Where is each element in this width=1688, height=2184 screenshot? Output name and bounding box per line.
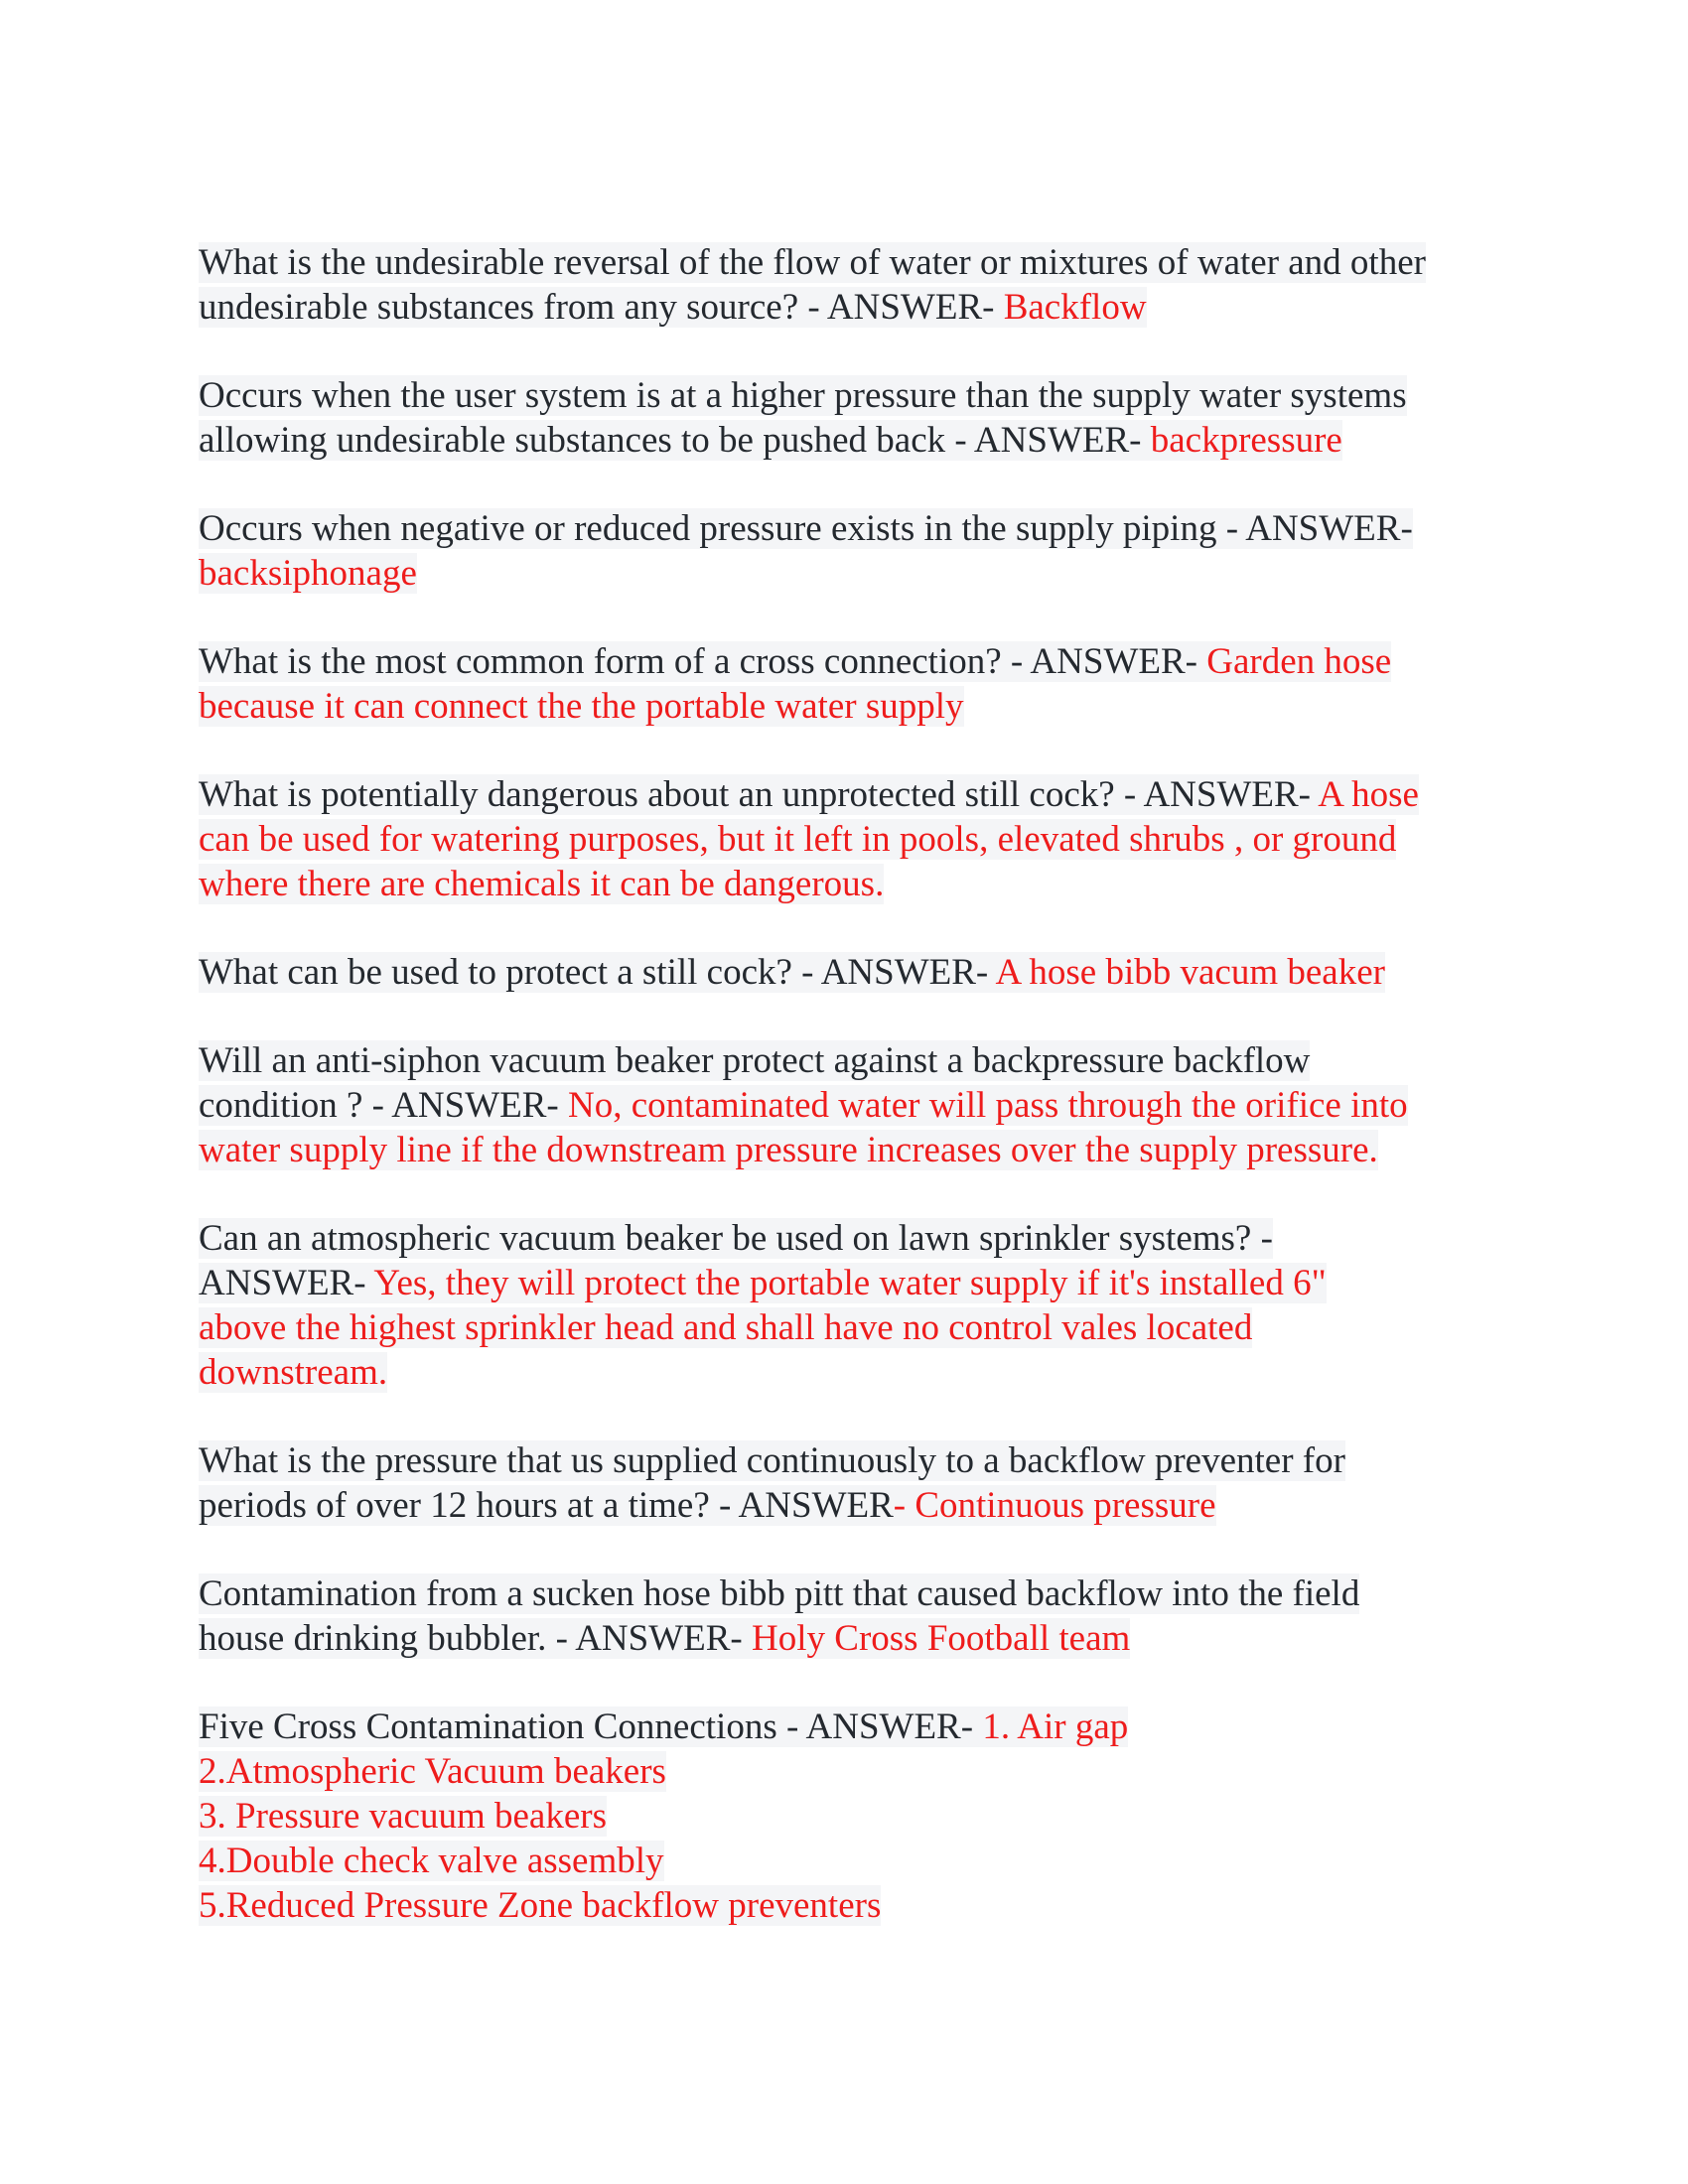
answer-text: water supply line if the downstream pressure increases over the supply pressure. (199, 1130, 1378, 1170)
question-text: allowing undesirable substances to be pushed back - ANSWER- (199, 420, 1151, 461)
line-highlight (199, 553, 417, 594)
qa-item (199, 1438, 1489, 1528)
qa-item (199, 506, 1489, 596)
question-text: Occurs when the user system is at a higher pressure than the supply water systems (199, 375, 1407, 416)
answer-text: A hose (1318, 774, 1419, 815)
answer-text: 1. Air gap (982, 1706, 1129, 1747)
answer-text: 5.Reduced Pressure Zone backflow preventers (199, 1885, 882, 1926)
text-line (199, 1128, 1489, 1172)
line-highlight (199, 1885, 881, 1926)
question-text: What is the most common form of a cross connection? - ANSWER- (199, 641, 1207, 682)
text-line (199, 1839, 1489, 1883)
qa-item (199, 1571, 1489, 1661)
text-line (199, 506, 1489, 551)
line-highlight (199, 508, 1413, 549)
answer-text: can be used for watering purposes, but it left in pools, elevated shrubs , or ground (199, 819, 1397, 860)
line-highlight (199, 1751, 666, 1792)
answer-text: downstream. (199, 1352, 388, 1393)
qa-item (199, 950, 1489, 995)
text-line (199, 1794, 1489, 1839)
line-highlight (199, 952, 1385, 993)
question-text: house drinking bubbler. - ANSWER- (199, 1618, 753, 1659)
text-line (199, 551, 1489, 596)
qa-item (199, 373, 1489, 463)
text-line (199, 1438, 1489, 1483)
answer-text: Holy Cross Football team (752, 1618, 1131, 1659)
answer-text: because it can connect the the portable water supply (199, 686, 964, 727)
line-highlight (199, 819, 1396, 860)
question-text: Will an anti-siphon vacuum beaker protect against a backpressure backflow (199, 1040, 1311, 1081)
text-line (199, 1038, 1489, 1083)
line-highlight (199, 774, 1419, 815)
line-highlight (199, 1706, 1128, 1747)
answer-text: where there are chemicals it can be dangerous. (199, 864, 885, 904)
qa-item (199, 772, 1489, 906)
line-highlight (199, 1263, 1327, 1303)
text-line (199, 285, 1489, 330)
answer-text: No, contaminated water will pass through the orifice into (568, 1085, 1408, 1126)
answer-text: Yes, they will protect the portable water supply if it's installed 6" (373, 1263, 1327, 1303)
question-text: What can be used to protect a still cock? - ANSWER- (199, 952, 996, 993)
question-text: Five Cross Contamination Connections - ANSWER- (199, 1706, 983, 1747)
question-text: What is potentially dangerous about an unprotected still cock? - ANSWER- (199, 774, 1319, 815)
line-highlight (199, 1130, 1378, 1170)
line-highlight (199, 864, 884, 904)
line-highlight (199, 1040, 1310, 1081)
text-line (199, 1705, 1489, 1749)
text-line (199, 1261, 1489, 1305)
answer-text: Backflow (1003, 287, 1147, 328)
text-line (199, 1883, 1489, 1928)
line-highlight (199, 1618, 1130, 1659)
answer-text: A hose bibb vacum beaker (995, 952, 1385, 993)
line-highlight (199, 1085, 1408, 1126)
question-text: What is the undesirable reversal of the flow of water or mixtures of water and other (199, 242, 1426, 283)
line-highlight (199, 1218, 1273, 1259)
text-line (199, 1216, 1489, 1261)
question-text: Contamination from a sucken hose bibb pitt that caused backflow into the field (199, 1573, 1360, 1614)
answer-text: 4.Double check valve assembly (199, 1841, 664, 1881)
qa-item (199, 1038, 1489, 1172)
text-line (199, 1305, 1489, 1350)
text-line (199, 1483, 1489, 1528)
line-highlight (199, 1440, 1345, 1481)
question-text: condition ? - ANSWER- (199, 1085, 569, 1126)
answer-text: - Continuous pressure (893, 1485, 1216, 1526)
line-highlight (199, 1573, 1359, 1614)
text-line (199, 1350, 1489, 1395)
question-text: ANSWER- (199, 1263, 374, 1303)
text-line (199, 1083, 1489, 1128)
question-text: Occurs when negative or reduced pressure exists in the supply piping - ANSWER- (199, 508, 1413, 549)
line-highlight (199, 242, 1426, 283)
answer-text: 3. Pressure vacuum beakers (199, 1796, 607, 1837)
qa-item (199, 240, 1489, 330)
line-highlight (199, 1841, 664, 1881)
line-highlight (199, 1307, 1252, 1348)
document-page (199, 240, 1489, 1972)
line-highlight (199, 1796, 607, 1837)
text-line (199, 418, 1489, 463)
answer-text: backsiphonage (199, 553, 417, 594)
question-text: undesirable substances from any source? - ANSWER- (199, 287, 1004, 328)
question-text: What is the pressure that us supplied continuously to a backflow preventer for (199, 1440, 1345, 1481)
text-line (199, 1749, 1489, 1794)
line-highlight (199, 375, 1407, 416)
text-line (199, 684, 1489, 729)
text-line (199, 373, 1489, 418)
qa-item (199, 1216, 1489, 1395)
line-highlight (199, 641, 1391, 682)
text-line (199, 817, 1489, 862)
line-highlight (199, 420, 1342, 461)
text-line (199, 950, 1489, 995)
line-highlight (199, 686, 964, 727)
question-text: Can an atmospheric vacuum beaker be used on lawn sprinkler systems? - (199, 1218, 1273, 1259)
answer-text: above the highest sprinkler head and shall have no control vales located (199, 1307, 1253, 1348)
qa-item (199, 639, 1489, 729)
text-line (199, 862, 1489, 906)
line-highlight (199, 1485, 1216, 1526)
line-highlight (199, 1352, 387, 1393)
text-line (199, 1616, 1489, 1661)
qa-item (199, 1705, 1489, 1928)
text-line (199, 240, 1489, 285)
answer-text: 2.Atmospheric Vacuum beakers (199, 1751, 666, 1792)
answer-text: Garden hose (1206, 641, 1392, 682)
text-line (199, 772, 1489, 817)
question-text: periods of over 12 hours at a time? - ANSWER (199, 1485, 894, 1526)
text-line (199, 1571, 1489, 1616)
text-line (199, 639, 1489, 684)
line-highlight (199, 287, 1147, 328)
answer-text: backpressure (1150, 420, 1342, 461)
